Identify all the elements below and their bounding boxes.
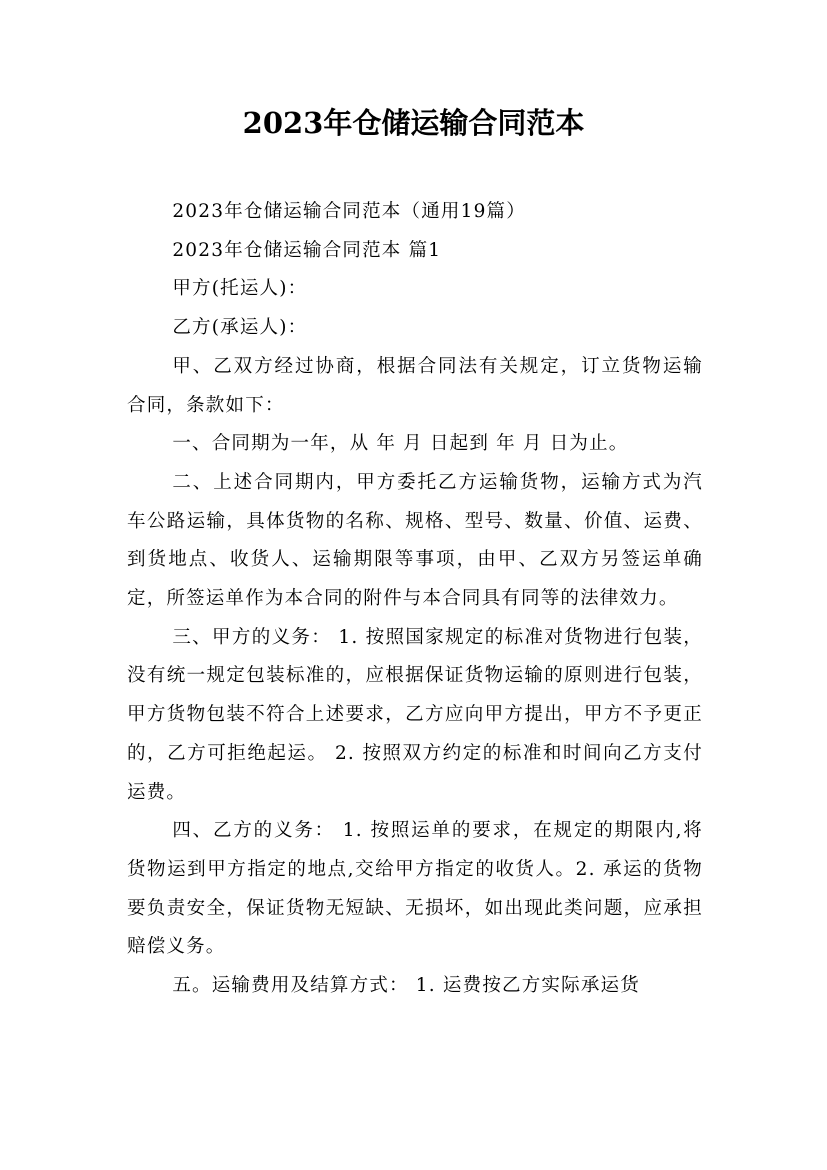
- paragraph-section-heading: 2023年仓储运输合同范本 篇1: [172, 239, 442, 261]
- paragraph-preamble: 甲、乙双方经过协商，根据合同法有关规定，订立货物运输合同，条款如下：: [127, 355, 703, 416]
- paragraph-subtitle: 2023年仓储运输合同范本（通用19篇）: [172, 201, 526, 222]
- paragraph-clause-2: 二、上述合同期内，甲方委托乙方运输货物，运输方式为汽车公路运输，具体货物的名称、规格、型号、数量、价值、运费、到货地点、收货人、运输期限等事项，由甲、乙双方另签运单确定，所签运单作为本合同的附件与本合同具有同等的法律效力。: [127, 471, 703, 610]
- paragraph-clause-1: 一、合同期为一年，从 年 月 日起到 年 月 日为止。: [172, 433, 629, 455]
- paragraph-clause-4: 四、乙方的义务： 1. 按照运单的要求，在规定的期限内,将货物运到甲方指定的地点,交给甲方指定的收货人。2. 承运的货物要负责安全，保证货物无短缺、无损坏，如出现此类问题，应承担赔偿义务。: [127, 820, 703, 958]
- document-title: 2023年仓储运输合同范本: [242, 106, 585, 140]
- document-body: [127, 193, 703, 1006]
- paragraph-clause-3: 三、甲方的义务： 1. 按照国家规定的标准对货物进行包装，没有统一规定包装标准的，应根据保证货物运输的原则进行包装，甲方货物包装不符合上述要求，乙方应向甲方提出，甲方不予更正的，乙方可拒绝起运。 2. 按照双方约定的标准和时间向乙方支付运费。: [127, 626, 703, 803]
- paragraph-party-b: 乙方(承运人)：: [172, 317, 308, 339]
- paragraph-party-a: 甲方(托运人)：: [172, 278, 308, 300]
- paragraph-clause-5: 五。运输费用及结算方式： 1. 运费按乙方实际承运货: [172, 975, 640, 997]
